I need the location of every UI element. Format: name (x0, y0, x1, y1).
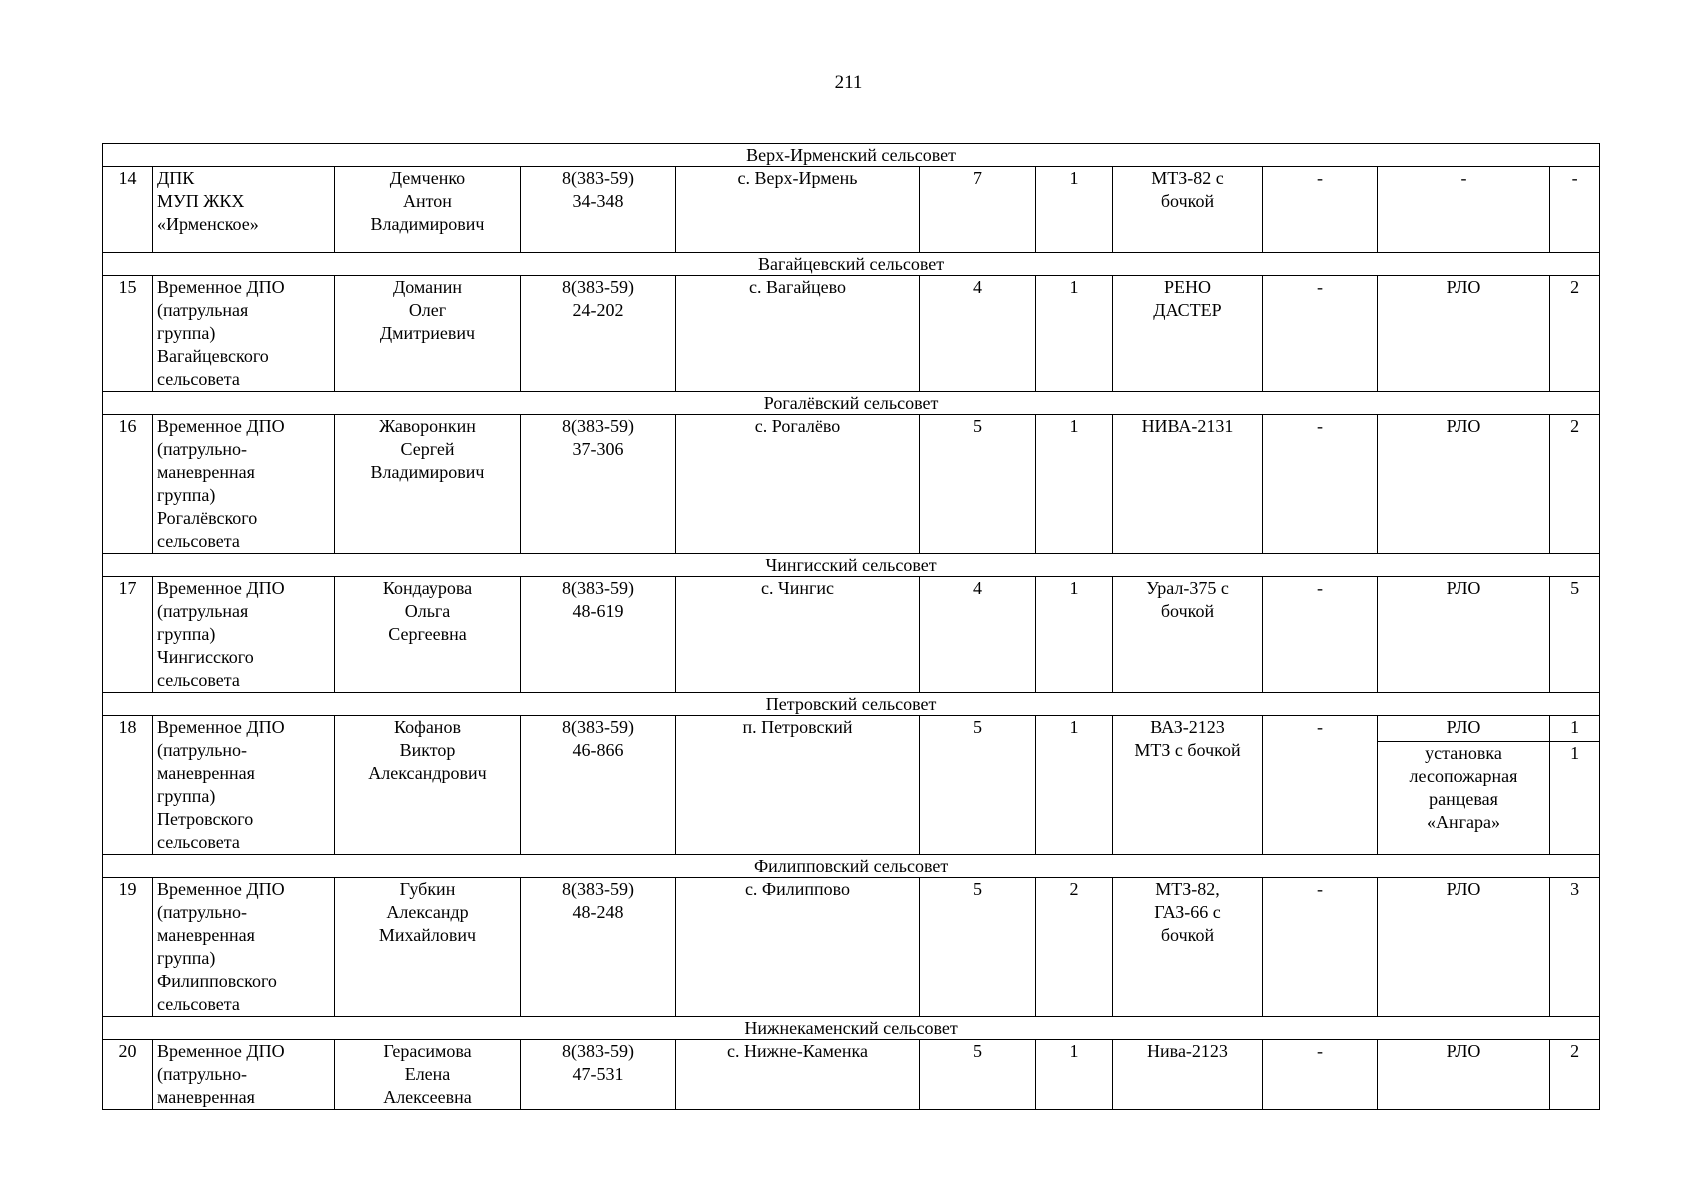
equipment-cell: РЛО (1378, 577, 1550, 693)
fire-brigade-table (102, 143, 1600, 1110)
head-name-cell (335, 1040, 521, 1110)
col9-cell: - (1263, 878, 1378, 1017)
equipment-count-cell: 1 (1550, 716, 1600, 742)
row-number: 18 (103, 716, 153, 855)
head-name-cell (335, 167, 521, 253)
cell-line: (патрульно- (157, 902, 248, 922)
cell-line: сельсовета (157, 832, 240, 852)
section-header-row (103, 554, 1600, 577)
cell-line: 48-248 (572, 902, 624, 922)
cell-line: НИВА-2131 (1141, 416, 1234, 436)
equipment-cell (1378, 741, 1550, 854)
cell-line: ранцевая (1429, 788, 1498, 809)
equipment-cell: РЛО (1378, 1040, 1550, 1110)
cell-line: Виктор (399, 740, 456, 760)
phone-cell (521, 167, 676, 253)
vehicle-cell (1113, 577, 1263, 693)
people-count-cell: 5 (920, 1040, 1036, 1110)
cell-line: Филипповского (157, 971, 277, 991)
vehicle-cell (1113, 276, 1263, 392)
cell-line: (патрульно- (157, 439, 248, 459)
table-row (103, 415, 1600, 554)
cell-line: сельсовета (157, 994, 240, 1014)
cell-line: «Ангара» (1427, 811, 1500, 832)
cell-line: 8(383-59) (562, 277, 634, 297)
section-header-row (103, 144, 1600, 167)
cell-line: Александр (386, 902, 469, 922)
location-cell: с. Вагайцево (676, 276, 920, 392)
units-count-cell: 2 (1036, 878, 1113, 1017)
section-header-row (103, 392, 1600, 415)
people-count-cell: 7 (920, 167, 1036, 253)
cell-line: РЕНО (1163, 277, 1211, 297)
section-title: Верх-Ирменский сельсовет (103, 144, 1600, 167)
cell-line: Временное ДПО (157, 717, 285, 737)
cell-line: «Ирменское» (157, 214, 259, 234)
row-number: 17 (103, 577, 153, 693)
equipment-cell: РЛО (1378, 878, 1550, 1017)
cell-line: 46-866 (572, 740, 624, 760)
people-count-cell: 5 (920, 716, 1036, 855)
cell-line: Временное ДПО (157, 416, 285, 436)
cell-line: Герасимова (383, 1041, 472, 1061)
vehicle-cell (1113, 716, 1263, 855)
cell-line: Временное ДПО (157, 277, 285, 297)
phone-cell (521, 415, 676, 554)
units-count-cell: 1 (1036, 415, 1113, 554)
organization-cell (153, 167, 335, 253)
cell-line: Губкин (399, 879, 456, 899)
cell-line: 8(383-59) (562, 879, 634, 899)
location-cell: п. Петровский (676, 716, 920, 855)
cell-line: Елена (404, 1064, 451, 1084)
col9-cell: - (1263, 167, 1378, 253)
cell-line: лесопожарная (1409, 765, 1518, 786)
row-number: 16 (103, 415, 153, 554)
cell-line: группа) (157, 323, 216, 343)
table-row (103, 1040, 1600, 1110)
cell-line: (патрульно- (157, 1064, 248, 1084)
section-title: Филипповский сельсовет (103, 855, 1600, 878)
section-header-row (103, 253, 1600, 276)
cell-line: сельсовета (157, 531, 240, 551)
location-cell: с. Рогалёво (676, 415, 920, 554)
cell-line: сельсовета (157, 670, 240, 690)
phone-cell (521, 1040, 676, 1110)
cell-line: Алексеевна (383, 1087, 472, 1107)
equipment-cell: РЛО (1378, 716, 1550, 742)
cell-line: Петровского (157, 809, 254, 829)
col9-cell: - (1263, 276, 1378, 392)
phone-cell (521, 716, 676, 855)
cell-line: Сергеевна (388, 624, 467, 644)
phone-cell (521, 276, 676, 392)
cell-line: 24-202 (572, 300, 624, 320)
people-count-cell: 4 (920, 276, 1036, 392)
cell-line: Временное ДПО (157, 1041, 285, 1061)
location-cell: с. Чингис (676, 577, 920, 693)
organization-cell (153, 415, 335, 554)
section-title: Нижнекаменский сельсовет (103, 1017, 1600, 1040)
page-number: 211 (834, 72, 863, 93)
col9-cell: - (1263, 1040, 1378, 1110)
equipment-count-cell: 1 (1550, 741, 1600, 854)
equipment-cell: РЛО (1378, 276, 1550, 392)
vehicle-cell (1113, 415, 1263, 554)
table-row (103, 716, 1600, 742)
cell-line: ВАЗ-2123 (1150, 717, 1225, 737)
cell-line: 34-348 (572, 191, 624, 211)
cell-line: Александрович (368, 763, 487, 783)
location-cell: с. Нижне-Каменка (676, 1040, 920, 1110)
section-title: Вагайцевский сельсовет (103, 253, 1600, 276)
section-header-row (103, 855, 1600, 878)
vehicle-cell (1113, 878, 1263, 1017)
cell-line: (патрульная (157, 601, 249, 621)
cell-line: МТЗ с бочкой (1134, 740, 1241, 760)
cell-line: Ольга (404, 601, 451, 621)
cell-line: 8(383-59) (562, 1041, 634, 1061)
cell-line: Антон (403, 191, 452, 211)
col9-cell: - (1263, 577, 1378, 693)
cell-line: Владимирович (370, 462, 485, 482)
cell-line: ДПК (157, 168, 195, 188)
cell-line: Владимирович (370, 214, 485, 234)
cell-line: Кондаурова (382, 578, 473, 598)
cell-line: маневренная (157, 1087, 255, 1107)
vehicle-cell (1113, 1040, 1263, 1110)
cell-line: Доманин (392, 277, 463, 297)
cell-line: Рогалёвского (157, 508, 258, 528)
organization-cell (153, 716, 335, 855)
head-name-cell (335, 716, 521, 855)
phone-cell (521, 577, 676, 693)
section-title: Петровский сельсовет (103, 693, 1600, 716)
table-row (103, 577, 1600, 693)
cell-line: 8(383-59) (562, 578, 634, 598)
organization-cell (153, 276, 335, 392)
cell-line: группа) (157, 786, 216, 806)
cell-line: Михайлович (378, 925, 477, 945)
equipment-cell: - (1378, 167, 1550, 253)
head-name-cell (335, 415, 521, 554)
cell-line: ДАСТЕР (1153, 300, 1222, 320)
head-name-cell (335, 878, 521, 1017)
organization-cell (153, 1040, 335, 1110)
cell-line: маневренная (157, 462, 255, 482)
equipment-count-cell: - (1550, 167, 1600, 253)
units-count-cell: 1 (1036, 1040, 1113, 1110)
cell-line: 8(383-59) (562, 416, 634, 436)
cell-line: 47-531 (572, 1064, 624, 1084)
head-name-cell (335, 276, 521, 392)
phone-cell (521, 878, 676, 1017)
section-header-row (103, 693, 1600, 716)
cell-line: 8(383-59) (562, 168, 634, 188)
row-number: 19 (103, 878, 153, 1017)
people-count-cell: 5 (920, 415, 1036, 554)
cell-line: Кофанов (394, 717, 461, 737)
cell-line: Сергей (400, 439, 455, 459)
organization-cell (153, 878, 335, 1017)
col9-cell: - (1263, 415, 1378, 554)
cell-line: Временное ДПО (157, 879, 285, 899)
cell-line: Дмитриевич (379, 323, 476, 343)
cell-line: бочкой (1160, 601, 1215, 621)
cell-line: группа) (157, 624, 216, 644)
equipment-count-cell: 2 (1550, 1040, 1600, 1110)
cell-line: Урал-375 с (1146, 578, 1229, 598)
cell-line: 48-619 (572, 601, 624, 621)
cell-line: Жаворонкин (379, 416, 476, 436)
table-row (103, 878, 1600, 1017)
cell-line: сельсовета (157, 369, 240, 389)
cell-line: Чингисского (157, 647, 254, 667)
row-number: 14 (103, 167, 153, 253)
equipment-count-cell: 5 (1550, 577, 1600, 693)
section-header-row (103, 1017, 1600, 1040)
head-name-cell (335, 577, 521, 693)
section-title: Чингисский сельсовет (103, 554, 1600, 577)
section-title: Рогалёвский сельсовет (103, 392, 1600, 415)
location-cell: с. Филиппово (676, 878, 920, 1017)
cell-line: 37-306 (572, 439, 624, 459)
units-count-cell: 1 (1036, 716, 1113, 855)
cell-line: Нива-2123 (1147, 1041, 1228, 1061)
cell-line: Временное ДПО (157, 578, 285, 598)
cell-line: МУП ЖКХ (157, 191, 245, 211)
equipment-count-cell: 2 (1550, 276, 1600, 392)
location-cell: с. Верх-Ирмень (676, 167, 920, 253)
equipment-count-cell: 2 (1550, 415, 1600, 554)
row-number: 15 (103, 276, 153, 392)
cell-line: маневренная (157, 925, 255, 945)
units-count-cell: 1 (1036, 577, 1113, 693)
table-row (103, 276, 1600, 392)
cell-line: (патрульно- (157, 740, 248, 760)
vehicle-cell (1113, 167, 1263, 253)
row-number: 20 (103, 1040, 153, 1110)
cell-line: группа) (157, 485, 216, 505)
cell-line: установка (1425, 742, 1502, 763)
equipment-count-cell: 3 (1550, 878, 1600, 1017)
cell-line: группа) (157, 948, 216, 968)
cell-line: МТЗ-82 с (1151, 168, 1224, 188)
cell-line: маневренная (157, 763, 255, 783)
table-row (103, 167, 1600, 253)
units-count-cell: 1 (1036, 276, 1113, 392)
cell-line: бочкой (1160, 925, 1215, 945)
people-count-cell: 5 (920, 878, 1036, 1017)
people-count-cell: 4 (920, 577, 1036, 693)
cell-line: Вагайцевского (157, 346, 269, 366)
cell-line: бочкой (1160, 191, 1215, 211)
units-count-cell: 1 (1036, 167, 1113, 253)
col9-cell: - (1263, 716, 1378, 855)
organization-cell (153, 577, 335, 693)
cell-line: (патрульная (157, 300, 249, 320)
cell-line: Олег (408, 300, 447, 320)
cell-line: 8(383-59) (562, 717, 634, 737)
equipment-cell: РЛО (1378, 415, 1550, 554)
cell-line: Демченко (389, 168, 466, 188)
cell-line: ГАЗ-66 с (1154, 902, 1221, 922)
cell-line: МТЗ-82, (1155, 879, 1220, 899)
